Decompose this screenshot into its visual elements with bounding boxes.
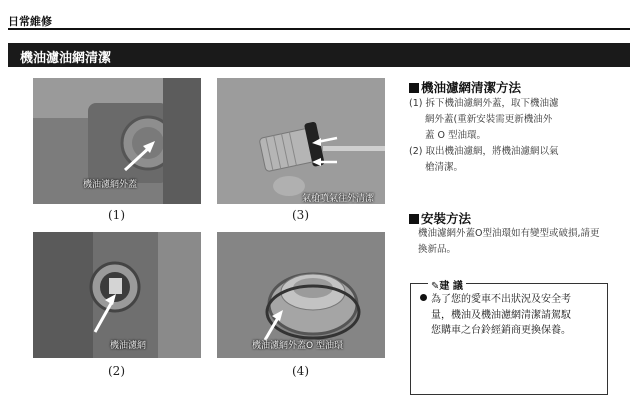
square-bullet-icon bbox=[409, 214, 419, 224]
cleaning-line: 網外蓋(重新安裝需更新機油外 bbox=[425, 114, 553, 125]
advice-text bbox=[420, 292, 600, 339]
cleaning-section-title bbox=[409, 78, 521, 96]
install-text bbox=[418, 226, 614, 258]
photo-2-label: 機油濾網 bbox=[110, 341, 147, 351]
bullet-dot-icon bbox=[420, 294, 427, 301]
photo-2-caption: (2) bbox=[108, 364, 125, 378]
header-divider bbox=[8, 28, 630, 30]
cleaning-line: 蓋 O 型油環。 bbox=[425, 130, 487, 141]
install-section-title bbox=[409, 209, 471, 227]
photo-3-label: 氣槍噴氣往外清潔 bbox=[302, 194, 375, 204]
cleaning-title-text: 機油濾網清潔方法 bbox=[421, 80, 522, 95]
install-line: 機油濾網外蓋O型油環如有變型或破損,請更 bbox=[418, 228, 600, 239]
photo-4-label: 機油濾網外蓋O 型油環 bbox=[252, 341, 343, 351]
install-title-text: 安裝方法 bbox=[421, 211, 472, 226]
cleaning-steps bbox=[409, 96, 609, 176]
advice-line: 量，機油及機油濾網清潔請駕馭 bbox=[431, 309, 571, 321]
pencil-icon: ✎ bbox=[431, 281, 440, 292]
advice-heading bbox=[428, 277, 466, 292]
photo-1-label: 機油濾網外蓋 bbox=[83, 180, 138, 190]
photo-3-caption: (3) bbox=[292, 208, 309, 222]
page-title: 機油濾油網清潔 bbox=[20, 51, 112, 66]
square-bullet-icon bbox=[409, 83, 419, 93]
install-line: 換新品。 bbox=[418, 244, 457, 255]
advice-line: 您購車之台鈴經銷商更換保養。 bbox=[431, 325, 571, 336]
photo-1-caption: (1) bbox=[108, 208, 125, 222]
cleaning-line: 槍清潔。 bbox=[425, 162, 464, 173]
advice-line: 為了您的愛車不出狀況及安全考 bbox=[431, 294, 571, 305]
filter-air-gun-illustration bbox=[217, 78, 385, 204]
advice-heading-text: 建 議 bbox=[439, 281, 463, 292]
cleaning-line: (1) 拆下機油濾網外蓋，取下機油濾 bbox=[409, 98, 559, 109]
section-label: 日常維修 bbox=[8, 15, 52, 28]
photo-4-caption: (4) bbox=[292, 364, 309, 378]
cleaning-line: (2) 取出機油濾網，將機油濾網以氣 bbox=[409, 146, 559, 157]
photo-air-cleaning bbox=[217, 78, 385, 204]
